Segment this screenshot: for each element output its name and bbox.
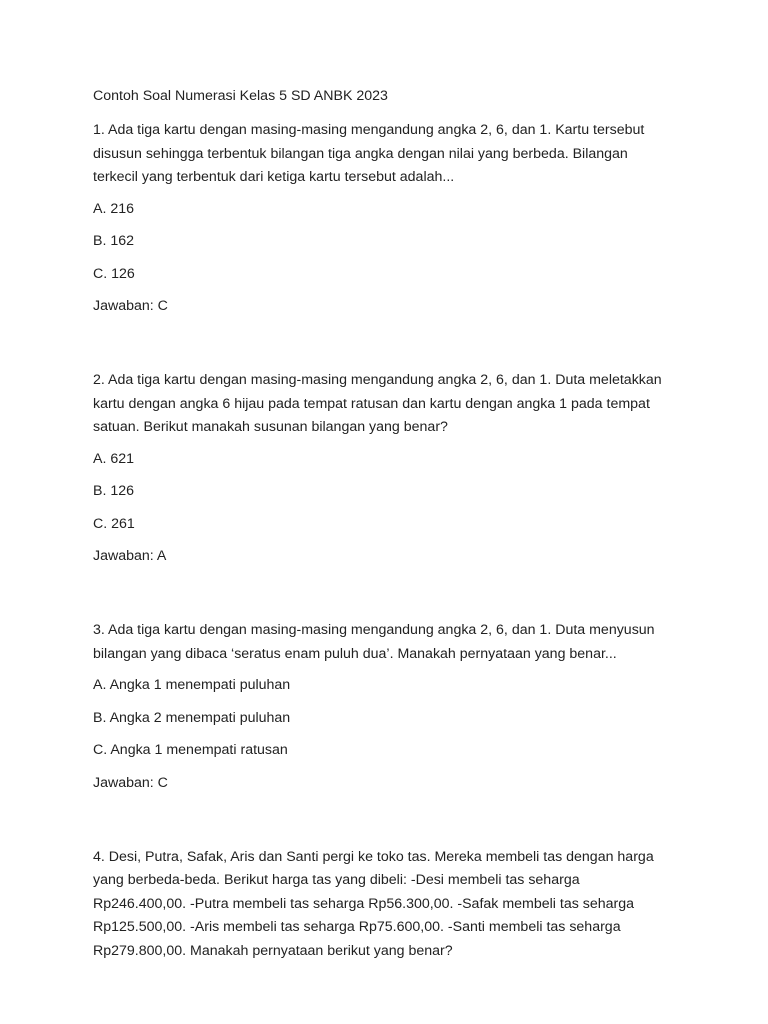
question-3-answer: Jawaban: C xyxy=(93,774,168,791)
question-1-answer: Jawaban: C xyxy=(93,298,168,314)
question-3-option-b: B. Angka 2 menempati puluhan xyxy=(93,709,291,726)
question-2-option-b: B. 126 xyxy=(93,483,135,499)
question-2 xyxy=(93,369,675,566)
question-1-option-b: B. 162 xyxy=(93,233,135,249)
question-3-option-a: A. Angka 1 menempati puluhan xyxy=(93,677,291,693)
question-2-text: 2. Ada tiga kartu dengan masing-masing mengandung angka 2, 6, dan 1. Duta meletakkan kartu dengan angka 6 hijau pada tempat ratusan dan kartu dengan angka 1 pada tempat satuan. Berikut manakah susunan bilangan yang benar? xyxy=(93,372,662,435)
question-1-option-c: C. 126 xyxy=(93,265,135,282)
question-3-text: 3. Ada tiga kartu dengan masing-masing mengandung angka 2, 6, dan 1. Duta menyusun bilangan yang dibaca ‘seratus enam puluh dua’. Manakah pernyataan yang benar... xyxy=(93,622,655,662)
question-2-answer: Jawaban: A xyxy=(93,548,167,564)
document-body xyxy=(93,86,675,972)
question-1-option-a: A. 216 xyxy=(93,200,135,217)
question-2-option-c: C. 261 xyxy=(93,515,135,532)
document-title: Contoh Soal Numerasi Kelas 5 SD ANBK 2023 xyxy=(93,88,388,104)
question-3-option-c: C. Angka 1 menempati ratusan xyxy=(93,742,288,758)
question-4-text: 4. Desi, Putra, Safak, Aris dan Santi pergi ke toko tas. Mereka membeli tas dengan harga yang berbeda-beda. Berikut harga tas yang dibeli: -Desi membeli tas seharga Rp246.400,00. -Putra membeli tas seharga Rp56.300,00. -Safak membeli tas seharga Rp125.500,00. -Aris membeli tas seharga Rp75.600,00. -Santi membeli tas seharga Rp279.800,00. Manakah pernyataan berikut yang benar? xyxy=(93,848,654,959)
question-3 xyxy=(93,619,675,793)
question-1 xyxy=(93,119,675,316)
question-4 xyxy=(93,846,675,964)
question-2-option-a: A. 621 xyxy=(93,450,135,467)
question-1-text: 1. Ada tiga kartu dengan masing-masing mengandung angka 2, 6, dan 1. Kartu tersebut disusun sehingga terbentuk bilangan tiga angka dengan nilai yang berbeda. Bilangan terkecil yang terbentuk dari ketiga kartu tersebut adalah... xyxy=(93,122,645,185)
